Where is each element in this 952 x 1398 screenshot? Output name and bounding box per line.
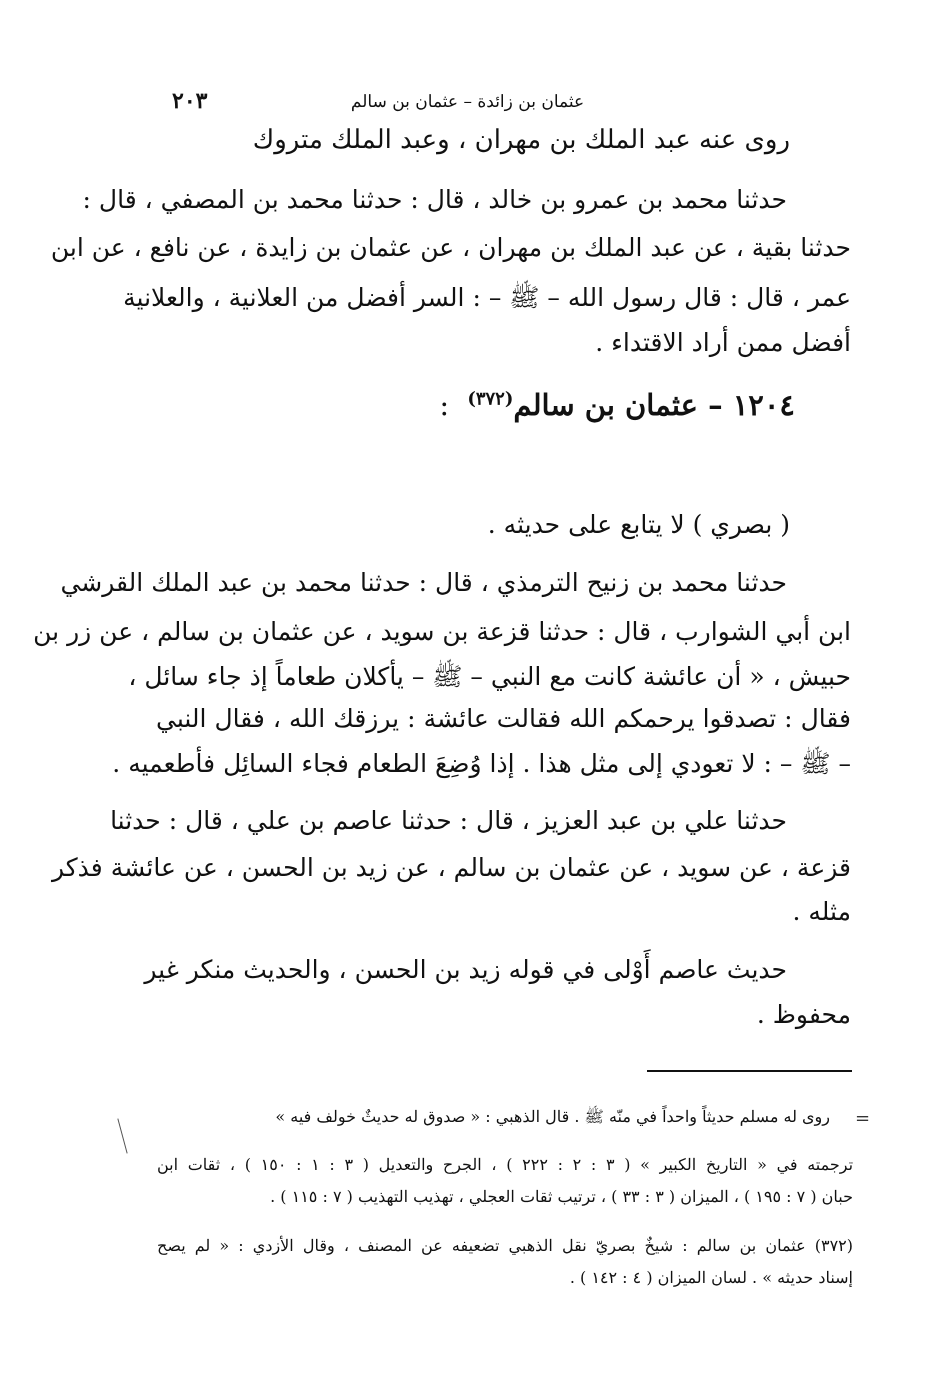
text-line: حدثنا محمد بن زنيح الترمذي ، قال : حدثنا محمد بن عبد الملك القرشي (60, 568, 787, 597)
text-line: حدثنا بقية ، عن عبد الملك بن مهران ، عن عثمان بن زايدة ، عن نافع ، عن ابن (50, 233, 851, 262)
text-line: محفوظ . (756, 1000, 851, 1029)
entry-footnote-ref: (٣٧٢) (467, 388, 514, 410)
text-line: عمر ، قال : قال رسول الله – ﷺ – : السر أفضل من العلانية ، والعلانية (123, 283, 851, 312)
footnote-line: روى له مسلم حديثاً واحداً في منّه ﷺ . قال الذهبي : « صدوق له حديثٌ خولف فيه » (275, 1107, 830, 1126)
footnote-line: حبان ( ٧ : ١٩٥ ) ، الميزان ( ٣ : ٣٣ ) ، ترتيب ثقات العجلي ، تهذيب التهذيب ( ٧ : ١١٥ ) . (270, 1187, 853, 1206)
text-line: حديث عاصم أَوْلى في قوله زيد بن الحسن ، والحديث منكر غير (144, 955, 787, 984)
text-line: ( بصري ) لا يتابع على حديثه . (487, 510, 790, 539)
text-line: حبيش ، « أن عائشة كانت مع النبي – ﷺ – يأكلان طعاماً إذ جاء سائل ، (128, 662, 851, 691)
text-line: حدثنا علي بن عبد العزيز ، قال : حدثنا عاصم بن علي ، قال : حدثنا (110, 806, 787, 835)
footnote-line: إسناد حديثه » . لسان الميزان ( ٤ : ١٤٢ ) . (569, 1268, 853, 1287)
text-line: فقال : تصدقوا يرحمكم الله فقالت عائشة : يرزقك الله ، فقال النبي (156, 704, 851, 733)
text-line: حدثنا محمد بن عمرو بن خالد ، قال : حدثنا محمد بن المصفي ، قال : (82, 185, 787, 214)
page-number: ٢٠٣ (172, 88, 208, 114)
entry-colon: : (439, 388, 450, 422)
footnote-line: (٣٧٢) عثمان بن سالم : شيخٌ بصريّ نقل الذهبي تضعيفه عن المصنف ، وقال الأزدي : « لم يصح (157, 1236, 853, 1255)
entry-name: عثمان بن سالم (513, 388, 698, 422)
text-line: مثله . (792, 897, 851, 926)
text-line: قزعة ، عن سويد ، عن عثمان بن سالم ، عن زيد بن الحسن ، عن عائشة فذكر (51, 853, 851, 882)
entry-heading (439, 388, 795, 422)
text-line: – ﷺ – : لا تعودي إلى مثل هذا . إذا وُضِعَ الطعام فجاء السائِل فأطعميه . (112, 749, 851, 778)
footnote-continuation-mark: = (855, 1108, 871, 1129)
entry-number: ١٢٠٤ (732, 388, 795, 422)
footnote-separator (647, 1070, 852, 1072)
footnote-line: ترجمته في « التاريخ الكبير » ( ٣ : ٢ : ٢٢٢ ) ، الجرح والتعديل ( ٣ : ١ : ١٥٠ ) ، ثقات ابن (157, 1155, 854, 1174)
running-header: عثمان بن زائدة – عثمان بن سالم (350, 92, 585, 112)
text-line: ابن أبي الشوارب ، قال : حدثنا قزعة بن سويد ، عن عثمان بن سالم ، عن زر بن (33, 617, 851, 646)
text-line: روى عنه عبد الملك بن مهران ، وعبد الملك متروك (252, 125, 790, 155)
entry-dash: – (708, 388, 723, 422)
scan-artifact-stroke (117, 1118, 127, 1153)
text-line: أفضل ممن أراد الاقتداء . (595, 328, 851, 357)
